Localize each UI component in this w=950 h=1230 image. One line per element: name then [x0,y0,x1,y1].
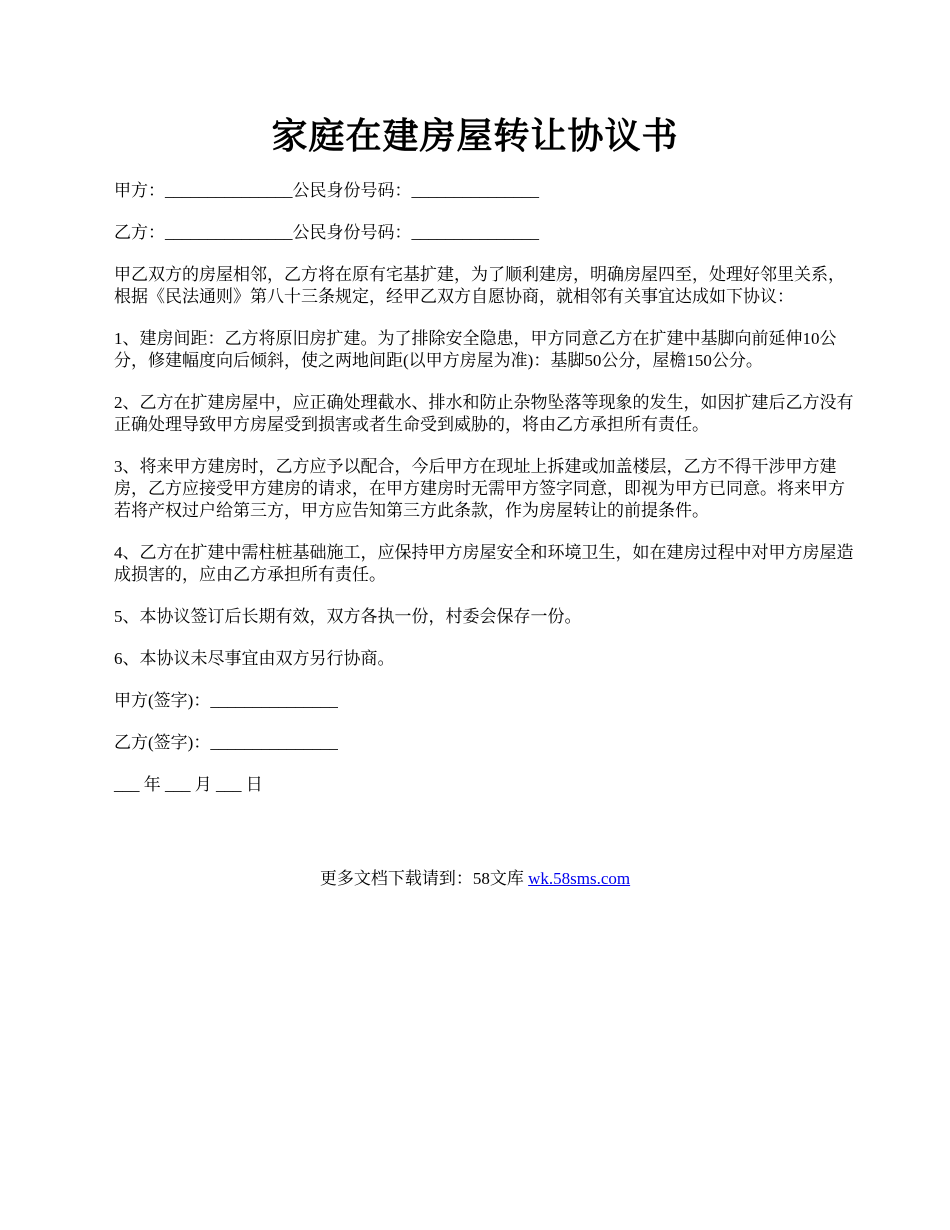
footer [0,868,950,890]
document-body [114,180,854,816]
document-title: 家庭在建房屋转让协议书 [271,116,679,156]
clause-4: 4、乙方在扩建中需柱桩基础施工，应保持甲方房屋安全和环境卫生，如在建房过程中对甲方房屋造成损害的，应由乙方承担所有责任。 [114,543,854,584]
intro-paragraph: 甲乙双方的房屋相邻，乙方将在原有宅基扩建，为了顺利建房，明确房屋四至，处理好邻里关系，根据《民法通则》第八十三条规定，经甲乙双方自愿协商，就相邻有关事宜达成如下协议： [114,265,845,306]
clause-1: 1、建房间距：乙方将原旧房扩建。为了排除安全隐患，甲方同意乙方在扩建中基脚向前延伸10公分，修建幅度向后倾斜，使之两地间距(以甲方房屋为准)：基脚50公分，屋檐150公分。 [114,329,837,370]
footer-text: 更多文档下载请到：58文库 [319,869,529,888]
clause-2: 2、乙方在扩建房屋中，应正确处理截水、排水和防止杂物坠落等现象的发生，如因扩建后乙方没有正确处理导致甲方房屋受到损害或者生命受到威胁的，将由乙方承担所有责任。 [114,393,854,434]
party-b-line: 乙方：_______________公民身份号码：_______________ [114,223,539,242]
clause-3: 3、将来甲方建房时，乙方应予以配合，今后甲方在现址上拆建或加盖楼层，乙方不得干涉甲方建房，乙方应接受甲方建房的请求，在甲方建房时无需甲方签字同意，即视为甲方已同意。将来甲方若将产权过户给第三方，甲方应告知第三方此条款，作为房屋转让的前提条件。 [114,457,845,520]
clause-6: 6、本协议未尽事宜由双方另行协商。 [114,649,395,668]
signature-party-b: 乙方(签字)：_______________ [114,733,338,752]
date-line: ___ 年 ___ 月 ___ 日 [114,775,263,794]
party-a-line: 甲方：_______________公民身份号码：_______________ [114,181,539,200]
footer-link[interactable]: wk.58sms.com [528,869,631,888]
clause-5: 5、本协议签订后长期有效，双方各执一份，村委会保存一份。 [114,607,582,626]
signature-party-a: 甲方(签字)：_______________ [114,691,338,710]
